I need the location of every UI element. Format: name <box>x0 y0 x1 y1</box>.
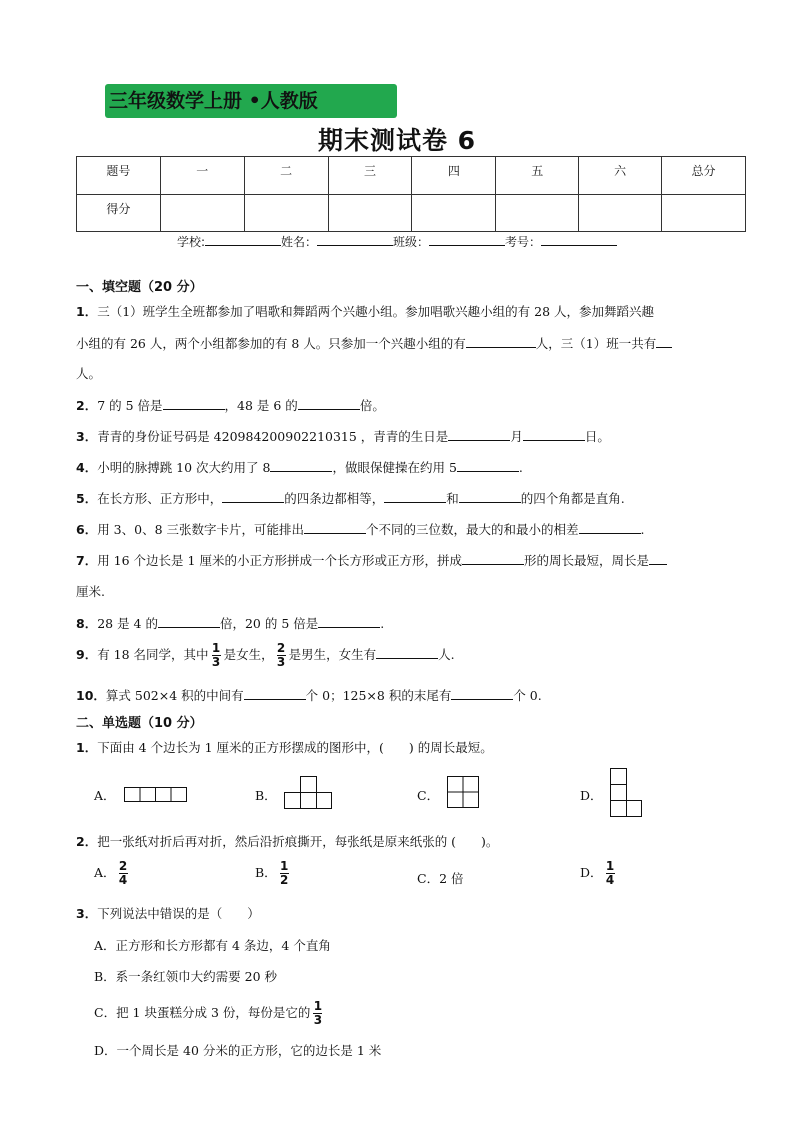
question-text: 形的周长最短，周长是 <box>523 553 649 568</box>
fraction-denominator: 4 <box>605 873 615 887</box>
question-number: 10． <box>76 688 106 703</box>
score-input-cell[interactable] <box>160 195 244 232</box>
student-info-line <box>0 233 794 250</box>
question-2-3 <box>76 904 260 922</box>
option-b[interactable]: B．系一条红领巾大约需要 20 秒 <box>94 969 278 984</box>
question-1-1 <box>76 302 654 320</box>
answer-blank[interactable] <box>222 490 284 503</box>
fraction-numerator: 1 <box>280 859 289 873</box>
question-1-1-cont <box>76 334 672 352</box>
option-b[interactable] <box>255 860 292 887</box>
question-number: 3． <box>76 429 98 444</box>
answer-blank[interactable] <box>462 552 524 565</box>
option-label: D． <box>580 865 603 880</box>
option-text: C．把 1 块蛋糕分成 3 份，每份是它的 <box>94 1005 311 1020</box>
fraction-numerator: 2 <box>118 859 128 873</box>
answer-blank[interactable] <box>457 459 519 472</box>
score-input-cell[interactable] <box>496 195 579 232</box>
option-c-label[interactable]: C． <box>417 788 440 803</box>
exam-no-label: 考号： <box>505 235 542 249</box>
question-number: 8． <box>76 616 98 631</box>
fraction <box>277 642 286 669</box>
question-text: 的四条边都相等， <box>284 491 385 506</box>
question-text: 是男生，女生有 <box>288 647 377 662</box>
answer-blank[interactable] <box>466 335 536 348</box>
question-1-9 <box>76 642 455 669</box>
answer-blank[interactable] <box>304 521 366 534</box>
answer-blank[interactable] <box>656 335 672 348</box>
question-text: 用 16 个边长是 1 厘米的小正方形拼成一个长方形或正方形，拼成 <box>97 553 462 568</box>
score-input-cell[interactable] <box>662 195 746 232</box>
option-d[interactable] <box>580 860 618 887</box>
question-2-1 <box>76 738 493 756</box>
question-1-2 <box>76 396 385 414</box>
question-text: 人，三（1）班一共有 <box>535 336 657 351</box>
question-number: 2． <box>76 834 98 849</box>
question-1-8 <box>76 614 384 632</box>
score-table <box>76 156 746 232</box>
answer-blank[interactable] <box>451 687 513 700</box>
answer-blank[interactable] <box>244 687 306 700</box>
score-header-cell: 总分 <box>662 157 746 195</box>
option-label: A． <box>94 865 116 880</box>
option-a[interactable] <box>94 860 131 887</box>
question-text: 厘米. <box>76 584 105 599</box>
score-table-score-row <box>77 195 746 232</box>
question-text: ，48 是 6 的 <box>224 398 298 413</box>
question-2-2 <box>76 832 498 850</box>
score-header-cell: 一 <box>160 157 244 195</box>
score-row-label: 得分 <box>77 195 161 232</box>
answer-blank[interactable] <box>158 615 220 628</box>
answer-blank[interactable] <box>270 459 332 472</box>
option-d[interactable]: D．一个周长是 40 分米的正方形，它的边长是 1 米 <box>94 1043 382 1058</box>
answer-blank[interactable] <box>298 397 360 410</box>
fraction-denominator: 3 <box>211 655 221 669</box>
fraction-denominator: 2 <box>280 873 289 887</box>
question-text: 是女生， <box>223 647 274 662</box>
answer-blank[interactable] <box>384 490 446 503</box>
question-text: 人. <box>438 647 455 662</box>
question-1-7-cont <box>76 582 105 600</box>
name-label: 姓名： <box>281 235 318 249</box>
shape-c-figure <box>447 776 480 809</box>
question-text: 个 0. <box>513 688 542 703</box>
option-d-label[interactable]: D． <box>580 788 603 803</box>
fraction-numerator: 1 <box>605 859 615 873</box>
fraction-denominator: 4 <box>118 873 128 887</box>
fraction-denominator: 3 <box>313 1013 323 1027</box>
question-text: ，做眼保健操在约用 5 <box>332 460 457 475</box>
score-header-cell: 五 <box>496 157 579 195</box>
question-text: 的四个角都是直角. <box>520 491 625 506</box>
grade-badge: 三年级数学上册 •人教版 <box>105 84 397 118</box>
page-title: 期末测试卷 6 <box>317 126 477 155</box>
question-number: 3． <box>76 906 98 921</box>
question-text: 用 3、0、8 三张数字卡片，可能排出 <box>97 522 305 537</box>
answer-blank[interactable] <box>649 552 667 565</box>
question-number: 6． <box>76 522 98 537</box>
question-text: 青青的身份证号码是 420984200902210315 ，青青的生日是 <box>97 429 449 444</box>
fraction-numerator: 2 <box>276 641 286 655</box>
option-label: B． <box>255 865 277 880</box>
question-text: 个不同的三位数，最大的和最小的相差 <box>366 522 579 537</box>
section1-title: 一、填空题（20 分） <box>76 280 203 295</box>
score-table-header-row <box>77 157 746 195</box>
score-header-cell: 题号 <box>77 157 161 195</box>
score-input-cell[interactable] <box>328 195 412 232</box>
question-1-10 <box>76 686 542 704</box>
question-number: 2． <box>76 398 98 413</box>
question-text: 小组的有 26 人，两个小组都参加的有 8 人。只参加一个兴趣小组的有 <box>76 336 466 351</box>
fraction <box>313 1000 322 1027</box>
score-input-cell[interactable] <box>244 195 328 232</box>
fraction <box>119 860 128 887</box>
score-header-cell: 四 <box>412 157 496 195</box>
class-label: 班级： <box>393 235 430 249</box>
question-text: 三（1）班学生全班都参加了唱歌和舞蹈两个兴趣小组。参加唱歌兴趣小组的有 28 人，参加舞蹈兴趣 <box>97 304 655 319</box>
answer-blank[interactable] <box>459 490 521 503</box>
fraction <box>212 642 221 669</box>
option-b-label[interactable]: B． <box>255 788 277 803</box>
class-blank[interactable] <box>429 233 505 246</box>
section2-title: 二、单选题（10 分） <box>76 716 203 731</box>
question-text: . <box>380 616 385 631</box>
shape-a-figure <box>124 787 188 803</box>
shape-b-figure <box>284 776 333 810</box>
score-header-cell: 三 <box>328 157 412 195</box>
question-1-6 <box>76 520 645 538</box>
school-blank[interactable] <box>205 233 281 246</box>
question-text: 下面由 4 个边长为 1 厘米的正方形摆成的图形中，( ) 的周长最短。 <box>97 740 493 755</box>
question-text: 月 <box>510 429 523 444</box>
score-input-cell[interactable] <box>579 195 662 232</box>
question-number: 1． <box>76 740 98 755</box>
fraction <box>280 860 289 887</box>
answer-blank[interactable] <box>579 521 641 534</box>
question-1-7 <box>76 551 667 569</box>
question-1-5 <box>76 489 625 507</box>
fraction-numerator: 1 <box>211 641 221 655</box>
question-text: 把一张纸对折后再对折，然后沿折痕撕开，每张纸是原来纸张的 ( )。 <box>97 834 499 849</box>
question-number: 9． <box>76 647 98 662</box>
fraction-numerator: 1 <box>313 999 323 1013</box>
question-text: . <box>640 522 645 537</box>
question-text: 算式 502×4 积的中间有 <box>105 688 244 703</box>
answer-blank[interactable] <box>448 428 510 441</box>
question-text: 7 的 5 倍是 <box>97 398 163 413</box>
option-c[interactable] <box>94 1000 325 1027</box>
exam-no-blank[interactable] <box>541 233 617 246</box>
question-text: 和 <box>446 491 459 506</box>
score-header-cell: 六 <box>579 157 662 195</box>
question-number: 5． <box>76 491 98 506</box>
question-text: 下列说法中错误的是（ ） <box>97 906 260 921</box>
school-label: 学校: <box>176 235 205 249</box>
question-number: 4． <box>76 460 98 475</box>
option-a-label[interactable]: A． <box>94 788 116 803</box>
question-number: 7． <box>76 553 98 568</box>
score-input-cell[interactable] <box>412 195 496 232</box>
question-text: 28 是 4 的 <box>97 616 158 631</box>
answer-blank[interactable] <box>318 615 380 628</box>
answer-blank[interactable] <box>376 646 438 659</box>
shape-d-figure <box>610 768 643 819</box>
option-a[interactable]: A．正方形和长方形都有 4 条边，4 个直角 <box>94 938 331 953</box>
question-1-1-end <box>76 364 101 382</box>
question-text: 倍。 <box>359 398 385 413</box>
question-1-4 <box>76 458 523 476</box>
score-header-cell: 二 <box>244 157 328 195</box>
question-text: . <box>518 460 523 475</box>
question-text: 在长方形、正方形中， <box>97 491 223 506</box>
fraction-denominator: 3 <box>276 655 286 669</box>
option-c[interactable]: C．2 倍 <box>417 871 464 886</box>
question-number: 1． <box>76 304 98 319</box>
fraction <box>606 860 615 887</box>
question-text: 日。 <box>584 429 610 444</box>
question-1-3 <box>76 427 610 445</box>
question-text: 个 0；125×8 积的末尾有 <box>305 688 452 703</box>
question-text: 人。 <box>76 366 102 381</box>
answer-blank[interactable] <box>163 397 225 410</box>
answer-blank[interactable] <box>523 428 585 441</box>
question-text: 小明的脉搏跳 10 次大约用了 8 <box>97 460 271 475</box>
question-text: 倍，20 的 5 倍是 <box>219 616 319 631</box>
question-text: 有 18 名同学，其中 <box>97 647 209 662</box>
name-blank[interactable] <box>317 233 393 246</box>
